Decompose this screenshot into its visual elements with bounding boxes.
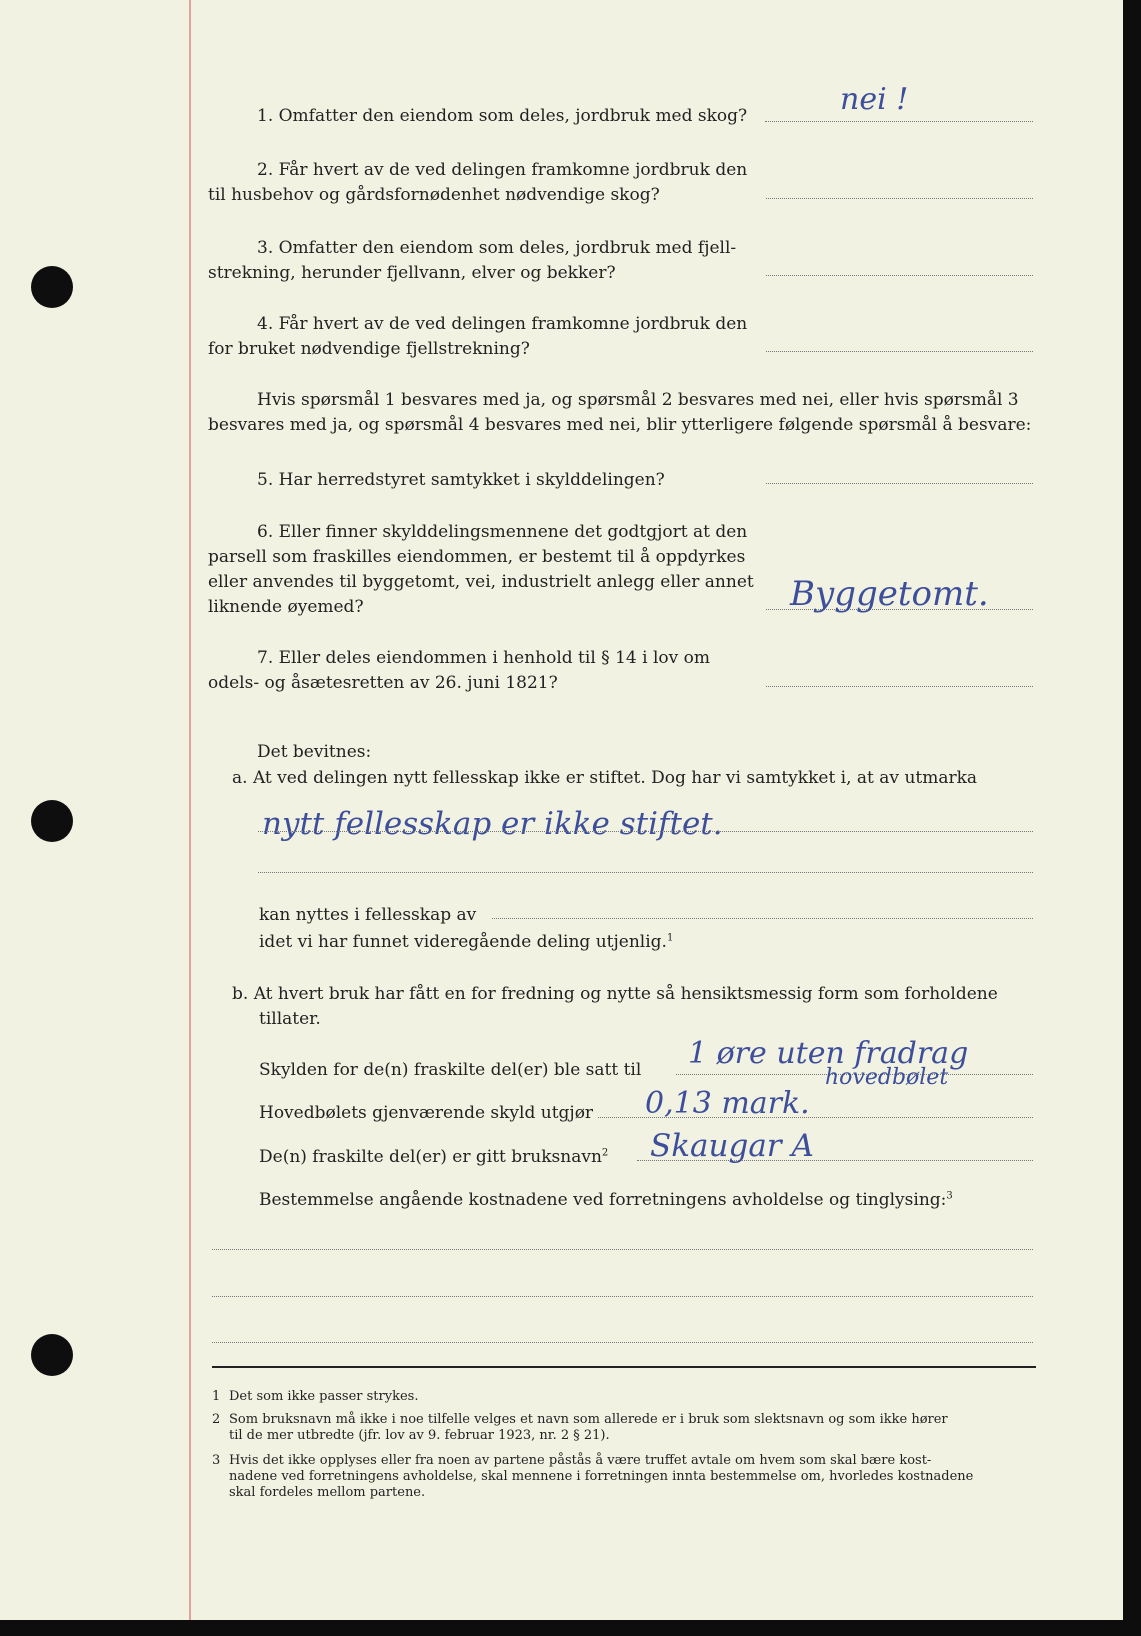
footnote-rule xyxy=(212,1366,1036,1368)
question-4: 4. Får hvert av de ved delingen framkomne jordbruk den xyxy=(257,314,748,334)
margin-line xyxy=(189,0,191,1620)
question-6-cont: liknende øyemed? xyxy=(208,597,364,617)
punch-hole xyxy=(31,266,73,308)
question-2: 2. Får hvert av de ved delingen framkomne jordbruk den xyxy=(257,160,748,180)
navn-handwritten: Skaugar A xyxy=(650,1128,814,1164)
question-4-cont: for bruket nødvendige fjellstrekning? xyxy=(208,339,530,359)
answer-1-handwritten: nei ! xyxy=(840,82,909,117)
question-5: 5. Har herredstyret samtykket i skylddelingen? xyxy=(257,470,665,490)
attest-a: a. At ved delingen nytt fellesskap ikke er stiftet. Dog har vi samtykket i, at av utmarka xyxy=(232,768,978,788)
answer-line xyxy=(212,1249,1033,1250)
answer-line xyxy=(212,1296,1033,1297)
question-7: 7. Eller deles eiendommen i henhold til § 14 i lov om xyxy=(257,648,710,668)
question-3-cont: strekning, herunder fjellvann, elver og bekker? xyxy=(208,263,616,283)
answer-line xyxy=(765,121,1033,122)
question-1: 1. Omfatter den eiendom som deles, jordbruk med skog? xyxy=(257,106,748,126)
skyld-label: Skylden for de(n) fraskilte del(er) ble satt til xyxy=(259,1060,642,1080)
footnote-2: 2 Som bruksnavn må ikke i noe tilfelle velges et navn som allerede er i bruk som slektsnavn og som ikke hører til de mer utbredte (jfr. lov av 9. februar 1923, nr. 2 § 21). xyxy=(212,1412,948,1443)
question-6-cont: parsell som fraskilles eiendommen, er bestemt til å oppdyrkes xyxy=(208,547,746,567)
question-6: 6. Eller finner skylddelingsmennene det godtgjort at den xyxy=(257,522,748,542)
attest-b: b. At hvert bruk har fått en for fredning og nytte så hensiktsmessig form som forholdene xyxy=(232,984,998,1004)
skyld-handwritten-cont: hovedbølet xyxy=(825,1065,949,1090)
punch-hole xyxy=(31,1334,73,1376)
attest-heading: Det bevitnes: xyxy=(257,742,372,762)
conditional-text: Hvis spørsmål 1 besvares med ja, og spørsmål 2 besvares med nei, eller hvis spørsmål 3 xyxy=(257,390,1019,410)
answer-line xyxy=(258,872,1033,873)
conditional-text-cont: besvares med ja, og spørsmål 4 besvares med nei, blir ytterligere følgende spørsmål å besvare: xyxy=(208,415,1032,435)
further-division-text: idet vi har funnet videregående deling utjenlig.$^1$ xyxy=(259,932,674,952)
used-in-common-label: kan nyttes i fellesskap av xyxy=(259,905,477,925)
skyld-handwritten: 1 øre uten fradrag xyxy=(688,1036,969,1071)
answer-line xyxy=(766,351,1033,352)
answer-6-handwritten: Byggetomt. xyxy=(790,574,989,614)
question-7-cont: odels- og åsætesretten av 26. juni 1821? xyxy=(208,673,558,693)
navn-label: De(n) fraskilte del(er) er gitt bruksnavn$^2$ xyxy=(259,1147,609,1167)
footnote-ref: 3 xyxy=(946,1190,953,1202)
answer-line xyxy=(766,483,1033,484)
footnote-3: 3 Hvis det ikke opplyses eller fra noen av partene påstås å være truffet avtale om hvem som skal bære kost- nadene ved forretningens avholdelse, skal mennene i forretningen innta bestemmelse om, hvorledes kostnadene skal fordeles mellom partene. xyxy=(212,1453,974,1500)
footnote-ref: 2 xyxy=(601,1147,609,1159)
punch-hole xyxy=(31,800,73,842)
footnote-ref: 1 xyxy=(666,932,674,944)
answer-line xyxy=(766,198,1033,199)
attest-b-cont: tillater. xyxy=(259,1009,321,1029)
hoved-label: Hovedbølets gjenværende skyld utgjør xyxy=(259,1103,594,1123)
answer-line xyxy=(766,275,1033,276)
question-2-cont: til husbehov og gårdsfornødenhet nødvendige skog? xyxy=(208,185,660,205)
attest-a-handwritten: nytt fellesskap er ikke stiftet. xyxy=(262,806,723,842)
answer-line xyxy=(492,918,1033,919)
question-6-cont: eller anvendes til byggetomt, vei, industrielt anlegg eller annet xyxy=(208,572,754,592)
answer-line xyxy=(212,1342,1033,1343)
question-3: 3. Omfatter den eiendom som deles, jordbruk med fjell- xyxy=(257,238,737,258)
bestem-label: Bestemmelse angående kostnadene ved forretningens avholdelse og tinglysing:$^3$ xyxy=(259,1190,953,1210)
answer-line xyxy=(258,831,1033,832)
answer-line xyxy=(766,686,1033,687)
footnote-1: 1 Det som ikke passer strykes. xyxy=(212,1389,419,1404)
hoved-handwritten: 0,13 mark. xyxy=(645,1086,810,1121)
